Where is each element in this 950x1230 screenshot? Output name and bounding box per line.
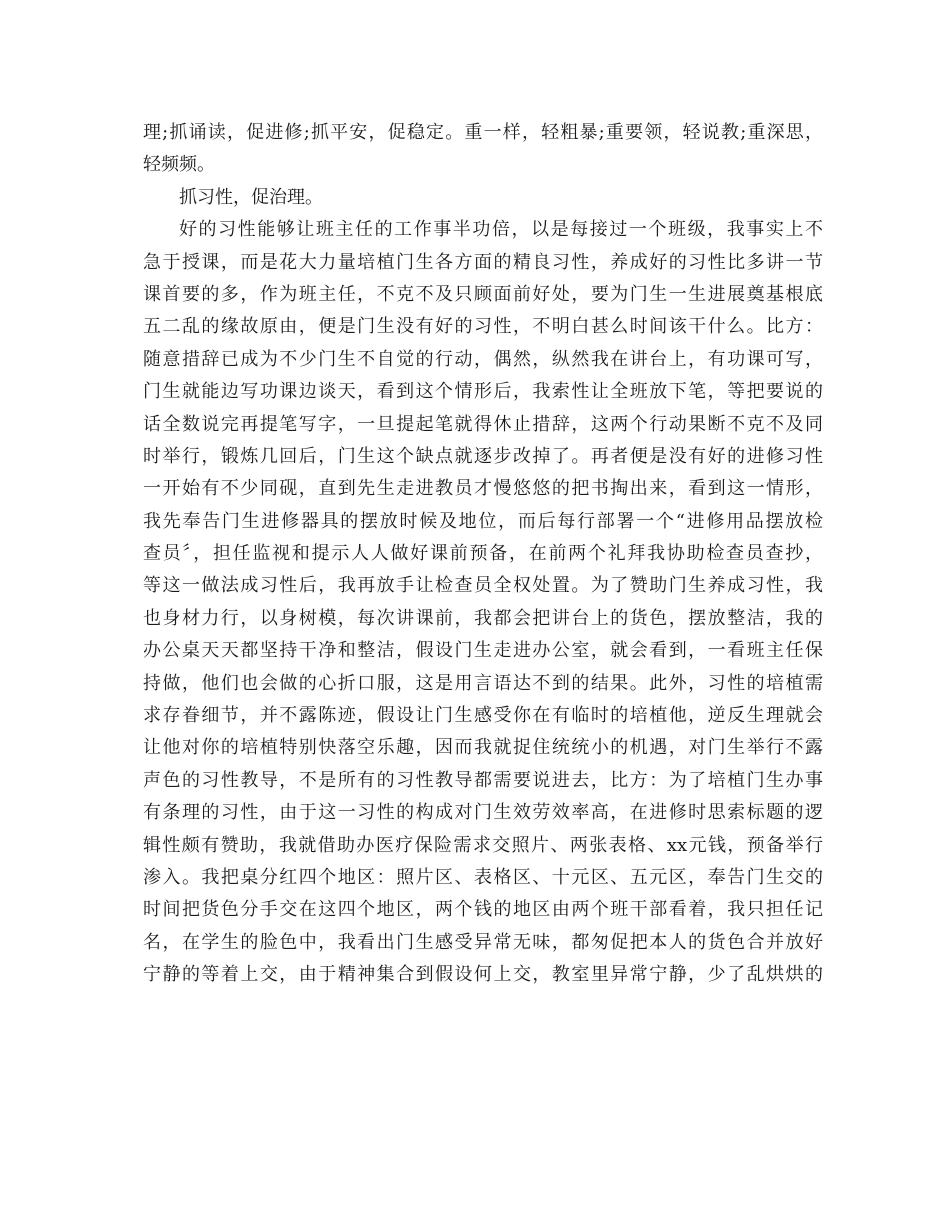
text-line: 查员〞，担任监视和提示人人做好课前预备，在前两个礼拜我协助检查员查抄， (143, 543, 823, 565)
text-line: 话全数说完再提笔写字，一旦提起笔就得休止措辞，这两个行动果断不克不及同 (143, 413, 823, 435)
text-line: 我先奉告门生进修器具的摆放时候及地位，而后每行部署一个“进修用品摆放检 (143, 510, 823, 532)
body-text (143, 117, 823, 992)
text-line: 等这一做法成习性后，我再放手让检查员全权处置。为了赞助门生养成习性，我 (143, 575, 823, 597)
text-line: 办公桌天天都坚持干净和整洁，假设门生走进办公室，就会看到，一看班主任保 (143, 640, 823, 662)
text-line: 名，在学生的脸色中，我看出门生感受异常无味，都匆促把本人的货色合并放好 (143, 931, 823, 953)
text-line: 持做，他们也会做的心折口服，这是用言语达不到的结果。此外，习性的培植需 (143, 672, 823, 694)
text-line: 渗入。我把桌分红四个地区：照片区、表格区、十元区、五元区，奉告门生交的 (143, 866, 823, 888)
text-line: 五二乱的缘故原由，便是门生没有好的习性，不明白甚么时间该干什么。比方： (143, 316, 823, 338)
text-line: 有条理的习性，由于这一习性的构成对门生效劳效率高，在进修时思索标题的逻 (143, 802, 823, 824)
text-line: 求存眷细节，并不露陈迹，假设让门生感受你在有临时的培植他，逆反生理就会 (143, 705, 823, 727)
text-line: 时间把货色分手交在这四个地区，两个钱的地区由两个班干部看着，我只担任记 (143, 899, 823, 921)
text-line: 课首要的多，作为班主任，不克不及只顾面前好处，要为门生一生进展奠基根底 (143, 283, 823, 305)
text-line: 让他对你的培植特别快落空乐趣，因而我就捉住统统小的机遇，对门生举行不露 (143, 737, 823, 759)
text-line: 门生就能边写功课边谈天，看到这个情形后，我索性让全班放下笔，等把要说的 (143, 381, 823, 403)
text-line: 辑性颇有赞助，我就借助办医疗保险需求交照片、两张表格、xx元钱，预备举行 (143, 834, 823, 856)
text-line: 一开始有不少同砚，直到先生走进教员才慢悠悠的把书掏出来，看到这一情形， (143, 478, 823, 500)
text-line: 声色的习性教导，不是所有的习性教导都需要说进去，比方：为了培植门生办事 (143, 769, 823, 791)
text-line: 也身材力行，以身树模，每次讲课前，我都会把讲台上的货色，摆放整洁，我的 (143, 607, 823, 629)
text-line: 理;抓诵读，促进修;抓平安，促稳定。重一样，轻粗暴;重要领，轻说教;重深思， (143, 122, 823, 143)
text-line: 宁静的等着上交，由于精神集合到假设何上交，教室里异常宁静，少了乱烘烘的 (143, 964, 823, 986)
text-line: 急于授课，而是花大力量培植门生各方面的精良习性，养成好的习性比多讲一节 (143, 251, 823, 273)
text-line: 抓习性，促治理。 (179, 186, 323, 208)
text-line: 轻频频。 (143, 154, 215, 176)
text-line: 好的习性能够让班主任的工作事半功倍，以是每接过一个班级，我事实上不 (179, 219, 823, 241)
text-line: 时举行，锻炼几回后，门生这个缺点就逐步改掉了。再者便是没有好的进修习性 (143, 445, 823, 467)
text-line: 随意措辞已成为不少门生不自觉的行动，偶然，纵然我在讲台上，有功课可写， (143, 348, 823, 370)
